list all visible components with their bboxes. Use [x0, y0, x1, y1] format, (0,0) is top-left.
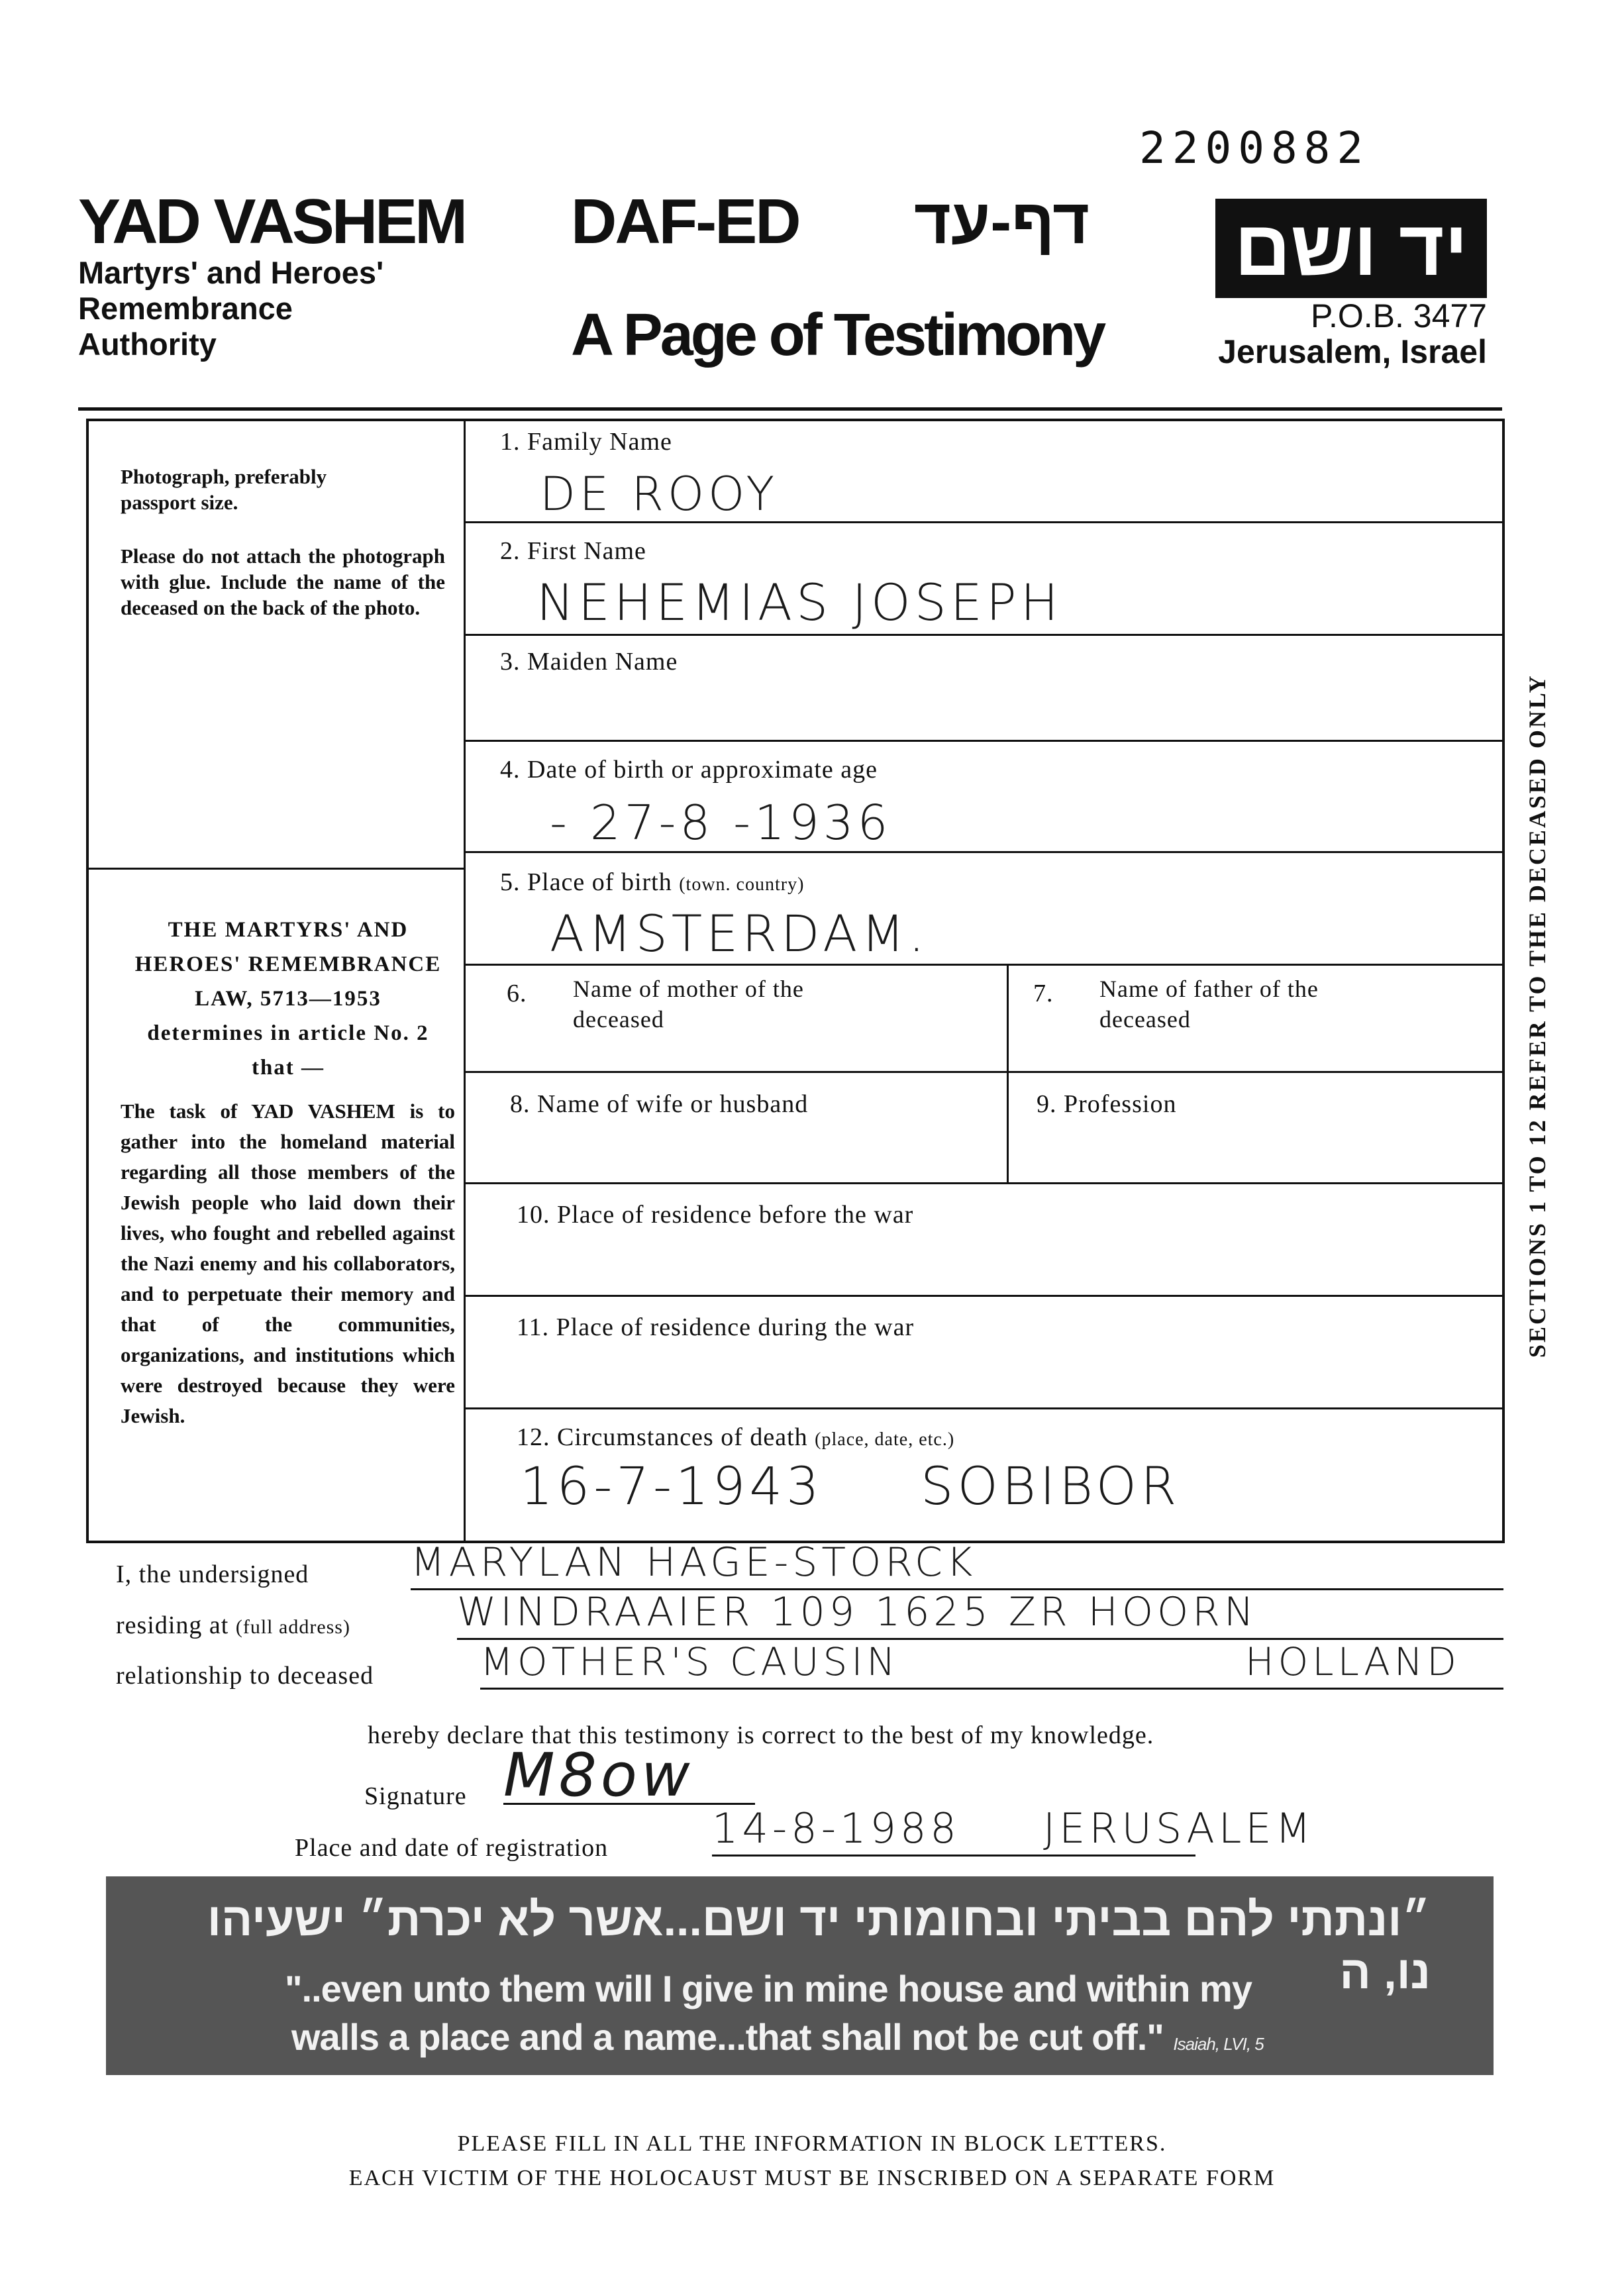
banner-english-line-2: walls a place and a name...that shall not be cut off." Isaiah, LVI, 5: [291, 2016, 1264, 2058]
footer-line-2: EACH VICTIM OF THE HOLOCAUST MUST BE INSCRIBED ON A SEPARATE FORM: [348, 2166, 1276, 2190]
banner-english-line-1: "..even unto them will I give in mine house and within my: [285, 1968, 1252, 2009]
field-11-label: 11. Place of residence during the war: [517, 1313, 915, 1341]
field-divider: [464, 740, 1505, 742]
signature-line[interactable]: [503, 1741, 755, 1810]
photo-box-note: Please do not attach the photograph with glue. Include the name of the deceased on the back of the photo.: [121, 544, 445, 619]
signature-label: Signature: [364, 1782, 467, 1810]
field-7-label: Name of father of the deceased: [1099, 976, 1319, 1033]
photo-box-title: Photograph, preferably passport size.: [121, 465, 327, 514]
registration-date[interactable]: 14-8-1988: [712, 1803, 1195, 1857]
column-divider: [464, 419, 466, 1543]
signature-value: M8ow: [503, 1741, 694, 1810]
footer-line-1: PLEASE FILL IN ALL THE INFORMATION IN BLOCK LETTERS.: [457, 2131, 1167, 2156]
field-divider: [464, 964, 1505, 966]
org-subtitle: Martyrs' and Heroes' Remembrance Authority: [78, 255, 384, 362]
field-divider: [464, 1295, 1505, 1297]
registration-label: Place and date of registration: [295, 1834, 609, 1862]
sections-note: SECTIONS 1 TO 12 REFER TO THE DECEASED ONLY: [1524, 674, 1550, 1358]
field-divider: [464, 1182, 1505, 1184]
residing-label: residing at (full address): [116, 1611, 350, 1639]
daf-ed-hebrew: דף-עד: [914, 186, 1090, 257]
field-8-label: 8. Name of wife or husband: [510, 1090, 809, 1118]
country-value[interactable]: HOLLAND: [1245, 1639, 1460, 1684]
field-12-date[interactable]: 16-7-1943: [520, 1457, 823, 1517]
field-2-value[interactable]: NEHEMIAS JOSEPH: [536, 573, 1062, 632]
field-5-label: 5. Place of birth (town. country): [500, 868, 805, 896]
undersigned-label: I, the undersigned: [116, 1560, 309, 1588]
photo-box-divider: [86, 868, 465, 870]
residing-value[interactable]: WINDRAAIER 109 1625 ZR HOORN: [457, 1586, 1503, 1640]
header-rule: [78, 407, 1502, 411]
law-title: THE MARTYRS' AND HEROES' REMEMBRANCE LAW, 5713—1953 determines in article No. 2 that —: [134, 918, 442, 1080]
field-divider: [464, 1071, 1505, 1073]
daf-ed-title: DAF-ED: [571, 186, 799, 257]
field-1-label: 1. Family Name: [500, 428, 672, 456]
banner-citation: Isaiah, LVI, 5: [1173, 2034, 1264, 2054]
field-6-number: 6.: [507, 980, 527, 1007]
yad-vashem-logo: יד ושם: [1215, 199, 1487, 298]
page-title: A Page of Testimony: [571, 302, 1104, 368]
field-3-label: 3. Maiden Name: [500, 648, 678, 676]
pob-address: P.O.B. 3477: [1311, 297, 1487, 334]
field-4-label: 4. Date of birth or approximate age: [500, 756, 878, 784]
field-6-label: Name of mother of the deceased: [573, 976, 804, 1033]
field-7-number: 7.: [1033, 980, 1054, 1007]
city-address: Jerusalem, Israel: [1218, 333, 1487, 370]
serial-number: 2200882: [1139, 123, 1370, 174]
field-divider: [464, 1407, 1505, 1409]
undersigned-value[interactable]: MARYLAN HAGE-STORCK: [411, 1537, 1503, 1590]
field-10-label: 10. Place of residence before the war: [517, 1201, 914, 1229]
field-5-value[interactable]: AMSTERDAM.: [550, 904, 929, 963]
registration-place[interactable]: JERUSALEM: [1043, 1804, 1315, 1853]
field-divider: [464, 634, 1505, 636]
field-9-label: 9. Profession: [1037, 1090, 1177, 1118]
field-4-value[interactable]: - 27-8 -1936: [550, 795, 892, 850]
declaration-text: hereby declare that this testimony is correct to the best of my knowledge.: [368, 1721, 1154, 1749]
org-name: YAD VASHEM: [78, 186, 466, 257]
field-2-label: 2. First Name: [500, 537, 646, 565]
field-12-place[interactable]: SOBIBOR: [921, 1457, 1181, 1517]
field-divider: [464, 851, 1505, 853]
relationship-value[interactable]: MOTHER'S CAUSIN: [480, 1636, 1503, 1690]
law-body: The task of YAD VASHEM is to gather into the homeland material regarding all those members of the Jewish people who laid down their lives, who fought and rebelled against the Nazi enemy and his collaborators, and to perpetuate their memory and that of the communities, organizations, and institutions which were destroyed because they were Jewish.: [121, 1099, 455, 1427]
banner-hebrew-quote: ״ונתתי להם בביתי ובחומותי יד ושם...אשר לא יכרת״ ישעיהו נו, ה: [207, 1894, 1431, 1998]
field-split-divider: [1007, 964, 1009, 1182]
relationship-label: relationship to deceased: [116, 1662, 374, 1690]
field-12-label: 12. Circumstances of death (place, date, etc.): [517, 1423, 955, 1451]
field-divider: [464, 521, 1505, 523]
field-1-value[interactable]: DE ROOY: [540, 467, 779, 521]
